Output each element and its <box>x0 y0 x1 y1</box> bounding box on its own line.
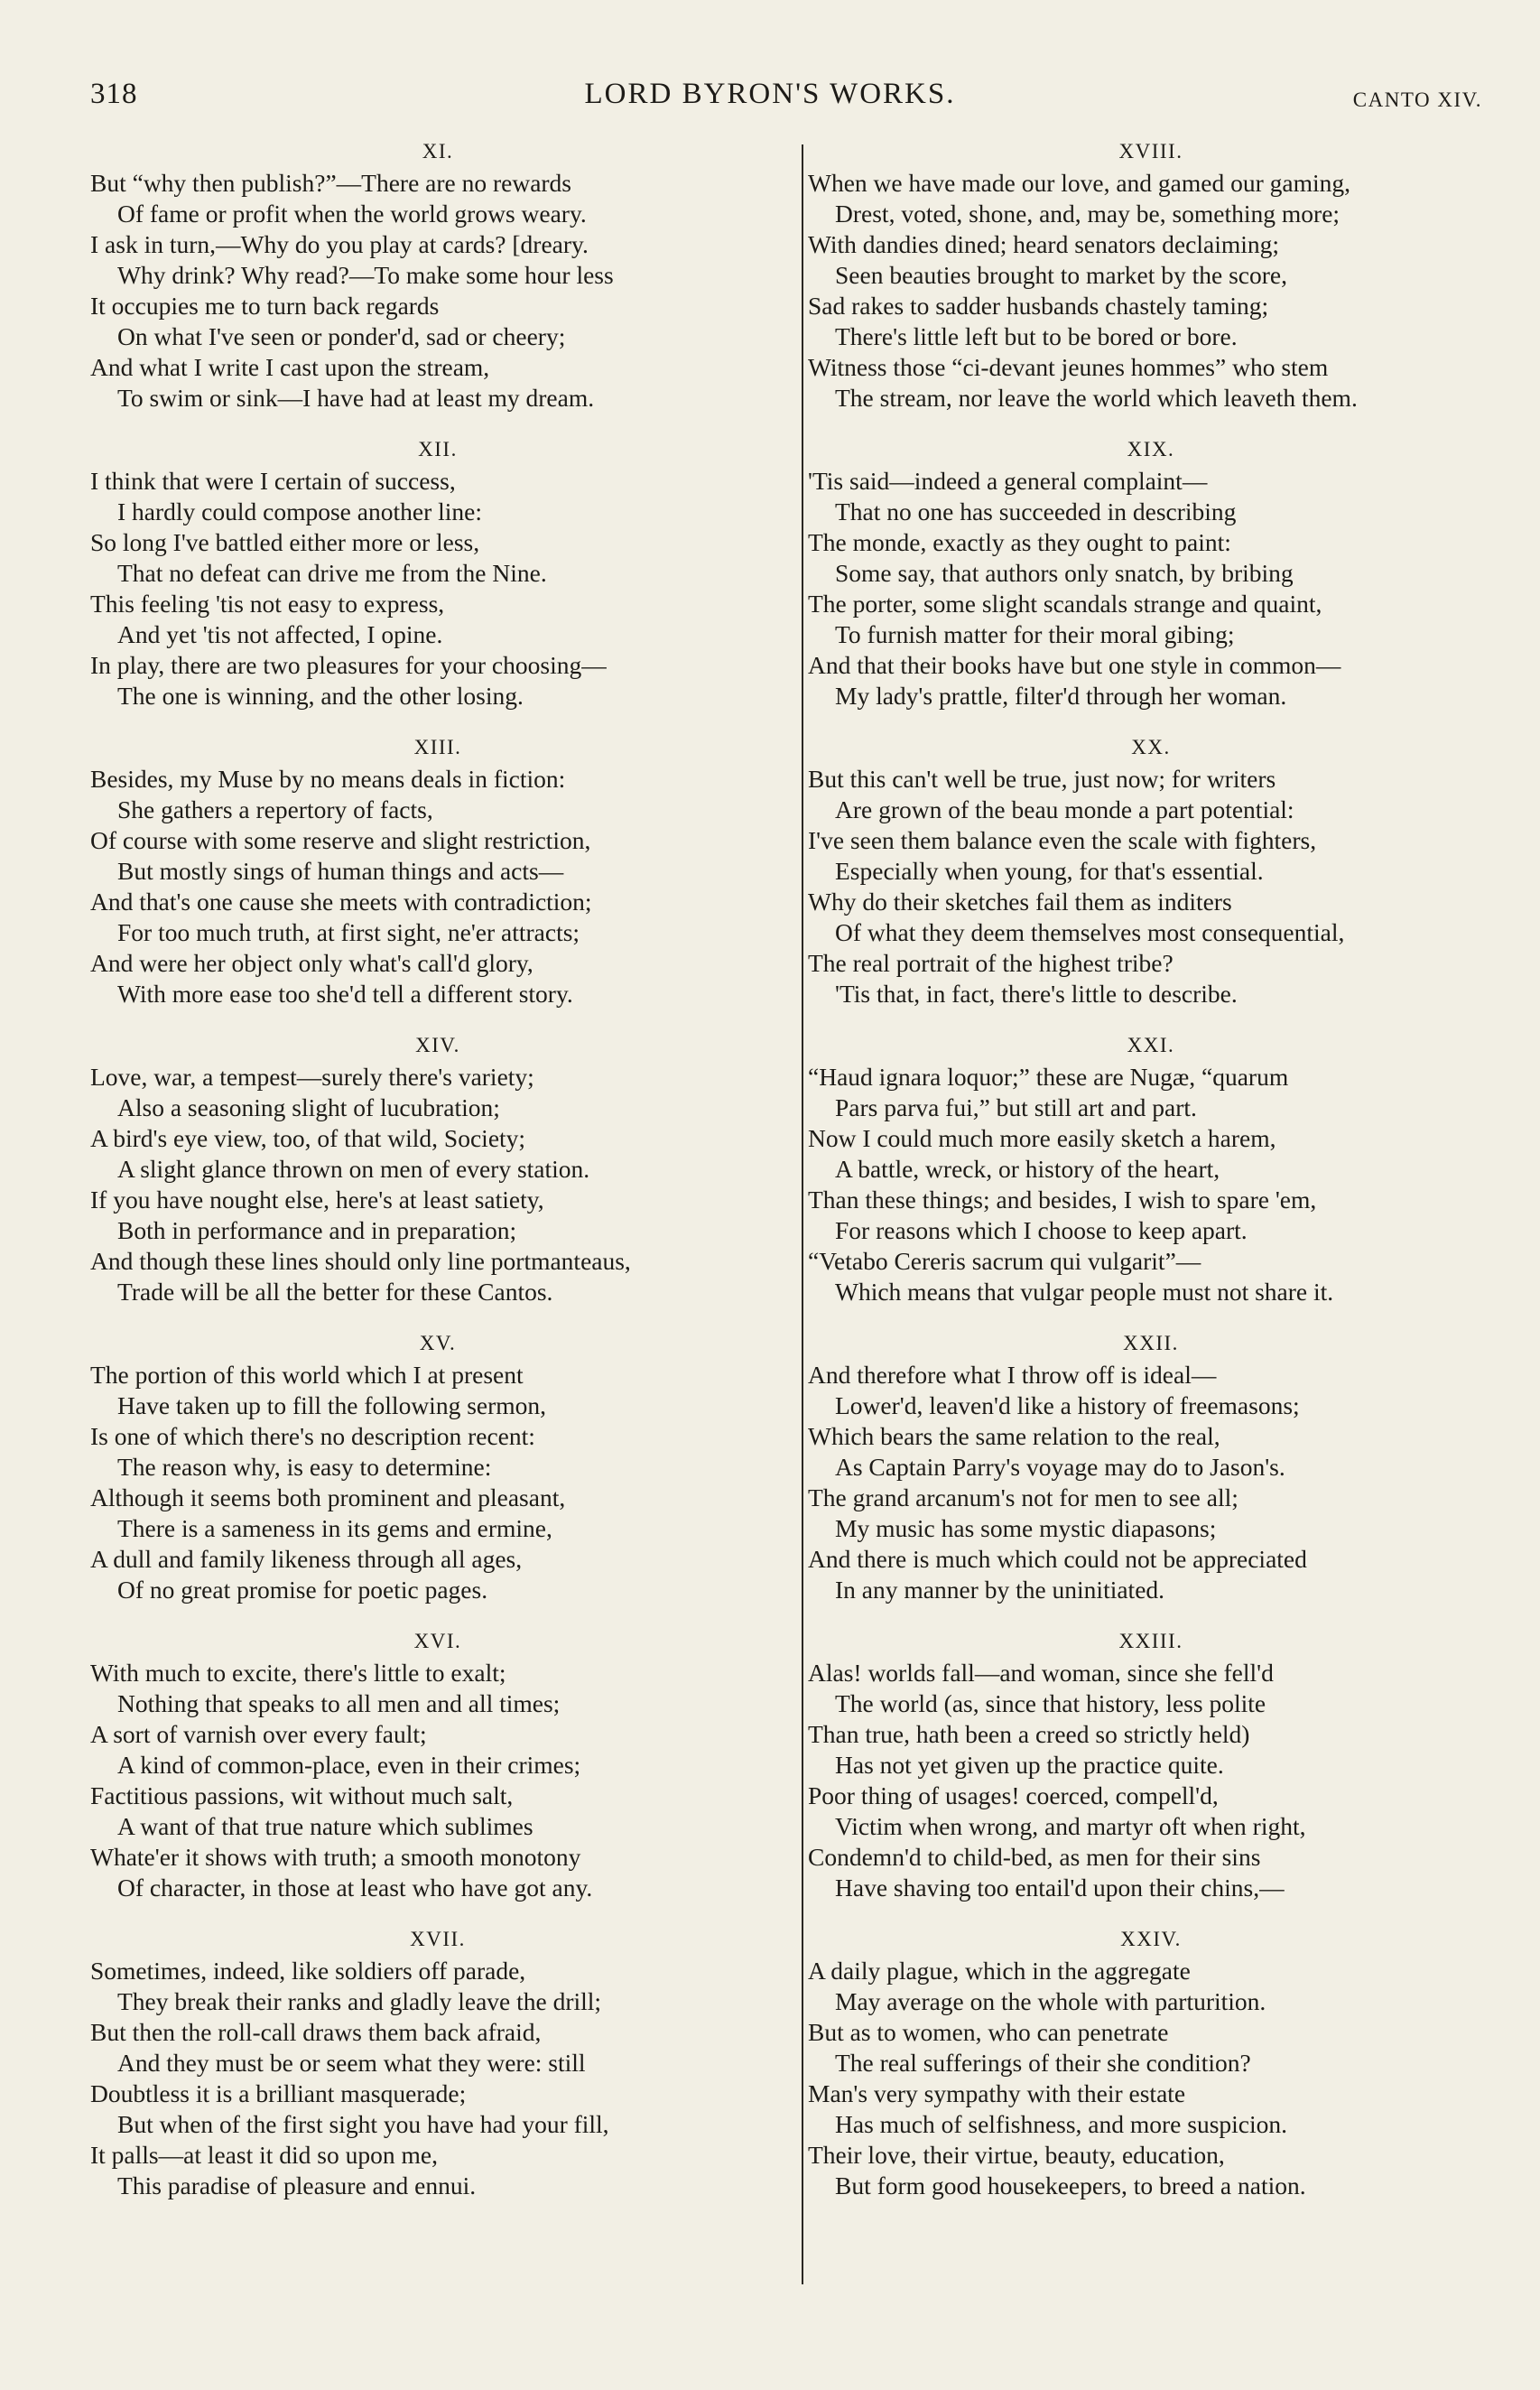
verse-line: May average on the whole with parturition. <box>835 1987 1266 2015</box>
stanza <box>90 1029 785 1307</box>
verse-line: In any manner by the uninitiated. <box>835 1576 1165 1604</box>
stanza-number: XVI. <box>413 1630 462 1652</box>
verse-line: The one is winning, and the other losing. <box>117 682 524 710</box>
verse-line: The world (as, since that history, less polite <box>835 1689 1266 1717</box>
verse-line: A sort of varnish over every fault; <box>90 1720 427 1748</box>
verse-line: Especially when young, for that's essential. <box>835 857 1264 885</box>
stanza <box>808 1327 1494 1605</box>
verse-line: The portion of this world which I at present <box>90 1361 524 1389</box>
verse-line: Have taken up to fill the following sermon, <box>117 1391 547 1419</box>
stanza-number: XIX. <box>1127 438 1175 460</box>
verse-line: Has much of selfishness, and more suspicion. <box>835 2110 1288 2138</box>
verse-line: Why drink? Why read?—To make some hour less <box>117 261 614 289</box>
verse-line: Some say, that authors only snatch, by bribing <box>835 559 1294 587</box>
verse-line: Which bears the same relation to the real, <box>808 1422 1220 1450</box>
verse-line: Sometimes, indeed, like soldiers off parade, <box>90 1957 526 1985</box>
verse-line: Although it seems both prominent and pleasant, <box>90 1483 566 1511</box>
verse-line: But when of the first sight you have had your fill, <box>117 2110 609 2138</box>
verse-line: To swim or sink—I have had at least my dream. <box>117 384 595 412</box>
verse-line: Of no great promise for poetic pages. <box>117 1576 488 1604</box>
canto-label: CANTO XIV. <box>1352 88 1482 111</box>
verse-line: And though these lines should only line portmanteaus, <box>90 1247 631 1275</box>
verse-line: If you have nought else, here's at least satiety, <box>90 1186 544 1214</box>
verse-line: When we have made our love, and gamed our gaming, <box>808 169 1350 197</box>
stanza <box>90 1327 785 1605</box>
stanza-number: XVIII. <box>1118 140 1183 163</box>
verse-line: Also a seasoning slight of lucubration; <box>117 1093 500 1121</box>
verse-line: And they must be or seem what they were: still <box>117 2049 586 2077</box>
verse-line: I ask in turn,—Why do you play at cards? [dreary. <box>90 230 589 258</box>
verse-line: Drest, voted, shone, and, may be, something more; <box>835 200 1341 228</box>
verse-line: There's little left but to be bored or bore. <box>835 322 1238 350</box>
verse-line: Witness those “ci-devant jeunes hommes” who stem <box>808 353 1329 381</box>
verse-line: Both in performance and in preparation; <box>117 1216 517 1244</box>
verse-line: The real sufferings of their she condition? <box>835 2049 1251 2077</box>
verse-line: With more ease too she'd tell a different story. <box>117 980 573 1008</box>
verse-line: Nothing that speaks to all men and all times; <box>117 1689 561 1717</box>
verse-line: So long I've battled either more or less, <box>90 528 480 556</box>
verse-line: But as to women, who can penetrate <box>808 2018 1169 2046</box>
verse-line: A battle, wreck, or history of the heart, <box>835 1155 1220 1183</box>
verse-line: In play, there are two pleasures for your choosing— <box>90 651 607 679</box>
verse-line: For too much truth, at first sight, ne'er attracts; <box>117 918 580 946</box>
verse-line: Of what they deem themselves most consequential, <box>835 918 1345 946</box>
verse-line: But “why then publish?”—There are no rewards <box>90 169 572 197</box>
verse-line: With much to excite, there's little to exalt; <box>90 1659 506 1687</box>
verse-line: I've seen them balance even the scale with fighters, <box>808 826 1317 854</box>
stanza <box>90 135 785 414</box>
verse-line: There is a sameness in its gems and ermine, <box>117 1514 552 1542</box>
verse-line: Trade will be all the better for these Cantos. <box>117 1278 553 1306</box>
verse-line: A bird's eye view, too, of that wild, Society; <box>90 1124 526 1152</box>
verse-line: The reason why, is easy to determine: <box>117 1453 492 1481</box>
verse-line: It palls—at least it did so upon me, <box>90 2141 438 2169</box>
verse-line: Love, war, a tempest—surely there's variety; <box>90 1063 534 1091</box>
verse-line: The real portrait of the highest tribe? <box>808 949 1174 977</box>
verse-line: I hardly could compose another line: <box>117 498 482 525</box>
stanza <box>90 1923 785 2201</box>
verse-line: My lady's prattle, filter'd through her woman. <box>835 682 1287 710</box>
verse-line: Factitious passions, wit without much salt, <box>90 1781 514 1809</box>
verse-line: This paradise of pleasure and ennui. <box>117 2171 477 2199</box>
verse-line: With dandies dined; heard senators declaiming; <box>808 230 1280 258</box>
verse-line: A dull and family likeness through all ages, <box>90 1545 523 1573</box>
verse-line: Besides, my Muse by no means deals in fiction: <box>90 765 566 793</box>
verse-line: And what I write I cast upon the stream, <box>90 353 490 381</box>
verse-line: But this can't well be true, just now; for writers <box>808 765 1276 793</box>
stanza-number: XI. <box>422 140 454 163</box>
stanza-number: XXIV. <box>1120 1928 1182 1950</box>
running-title: LORD BYRON'S WORKS. <box>584 78 956 110</box>
stanza-number: XII. <box>418 438 458 460</box>
stanza-number: XVII. <box>410 1928 466 1950</box>
verse-line: Man's very sympathy with their estate <box>808 2079 1186 2107</box>
verse-line: Is one of which there's no description recent: <box>90 1422 535 1450</box>
stanza <box>808 1923 1494 2201</box>
verse-line: And were her object only what's call'd glory, <box>90 949 533 977</box>
verse-line: Have shaving too entail'd upon their chins,— <box>835 1874 1285 1902</box>
verse-line: Seen beauties brought to market by the score, <box>835 261 1287 289</box>
verse-line: A want of that true nature which sublimes <box>117 1812 533 1840</box>
verse-line: Poor thing of usages! coerced, compell'd, <box>808 1781 1219 1809</box>
verse-line: Alas! worlds fall—and woman, since she fell'd <box>808 1659 1274 1687</box>
verse-line: “Vetabo Cereris sacrum qui vulgarit”— <box>808 1247 1201 1275</box>
verse-line: Sad rakes to sadder husbands chastely taming; <box>808 292 1269 320</box>
verse-line: Why do their sketches fail them as inditers <box>808 888 1232 916</box>
verse-line: 'Tis that, in fact, there's little to describe. <box>835 980 1238 1008</box>
verse-line: And therefore what I throw off is ideal— <box>808 1361 1217 1389</box>
verse-line: Lower'd, leaven'd like a history of freemasons; <box>835 1391 1300 1419</box>
stanza <box>808 1625 1494 1903</box>
stanza <box>808 1029 1494 1307</box>
verse-line: The stream, nor leave the world which leaveth them. <box>835 384 1358 412</box>
verse-line: Condemn'd to child-bed, as men for their sins <box>808 1843 1261 1871</box>
verse-line: Than these things; and besides, I wish to spare 'em, <box>808 1186 1317 1214</box>
verse-line: The porter, some slight scandals strange and quaint, <box>808 590 1322 618</box>
verse-line: Are grown of the beau monde a part potential: <box>835 795 1294 823</box>
verse-line: To furnish matter for their moral gibing; <box>835 620 1235 648</box>
verse-line: And that their books have but one style in common— <box>808 651 1341 679</box>
verse-line: It occupies me to turn back regards <box>90 292 440 320</box>
verse-line: This feeling 'tis not easy to express, <box>90 590 445 618</box>
stanza-number: XXI. <box>1127 1034 1175 1056</box>
verse-line: But mostly sings of human things and acts— <box>117 857 564 885</box>
verse-line: As Captain Parry's voyage may do to Jason's. <box>835 1453 1285 1481</box>
verse-line: Doubtless it is a brilliant masquerade; <box>90 2079 467 2107</box>
verse-line: Now I could much more easily sketch a harem, <box>808 1124 1276 1152</box>
verse-line: Of fame or profit when the world grows weary. <box>117 200 587 228</box>
stanza-number: XV. <box>419 1332 457 1354</box>
verse-line: 'Tis said—indeed a general complaint— <box>808 467 1208 495</box>
verse-line: The grand arcanum's not for men to see all; <box>808 1483 1238 1511</box>
stanza <box>90 1625 785 1903</box>
stanza-number: XXIII. <box>1118 1630 1183 1652</box>
verse-line: Of character, in those at least who have got any. <box>117 1874 593 1902</box>
stanza <box>808 731 1494 1009</box>
verse-line: My music has some mystic diapasons; <box>835 1514 1217 1542</box>
verse-line: She gathers a repertory of facts, <box>117 795 433 823</box>
verse-line: Whate'er it shows with truth; a smooth monotony <box>90 1843 581 1871</box>
verse-line: They break their ranks and gladly leave the drill; <box>117 1987 602 2015</box>
stanza <box>90 433 785 711</box>
verse-line: The monde, exactly as they ought to paint: <box>808 528 1231 556</box>
verse-line: Victim when wrong, and martyr oft when right, <box>835 1812 1306 1840</box>
stanza <box>90 731 785 1009</box>
stanza-number: XXII. <box>1123 1332 1179 1354</box>
verse-line: Of course with some reserve and slight restriction, <box>90 826 591 854</box>
right-column <box>808 135 1494 2221</box>
stanza <box>808 135 1494 414</box>
verse-line: And yet 'tis not affected, I opine. <box>117 620 443 648</box>
verse-line: That no one has succeeded in describing <box>835 498 1237 525</box>
stanza-number: XIII. <box>413 736 462 758</box>
verse-line: But form good housekeepers, to breed a nation. <box>835 2171 1306 2199</box>
stanza-number: XX. <box>1131 736 1171 758</box>
verse-line: Their love, their virtue, beauty, education, <box>808 2141 1225 2169</box>
verse-line: I think that were I certain of success, <box>90 467 456 495</box>
verse-line: For reasons which I choose to keep apart. <box>835 1216 1248 1244</box>
page-number: 318 <box>90 78 138 110</box>
left-column <box>90 135 785 2221</box>
verse-line: A kind of common-place, even in their crimes; <box>117 1751 581 1779</box>
verse-line: “Haud ignara loquor;” these are Nugæ, “quarum <box>808 1063 1289 1091</box>
verse-line: Has not yet given up the practice quite. <box>835 1751 1224 1779</box>
stanza-number: XIV. <box>415 1034 460 1056</box>
verse-line: And there is much which could not be appreciated <box>808 1545 1307 1573</box>
verse-line: Than true, hath been a creed so strictly held) <box>808 1720 1250 1748</box>
stanza <box>808 433 1494 711</box>
verse-line: But then the roll-call draws them back afraid, <box>90 2018 542 2046</box>
verse-line: That no defeat can drive me from the Nine. <box>117 559 547 587</box>
column-divider <box>802 144 803 2284</box>
verse-line: A daily plague, which in the aggregate <box>808 1957 1191 1985</box>
verse-line: And that's one cause she meets with contradiction; <box>90 888 592 916</box>
verse-line: Which means that vulgar people must not share it. <box>835 1278 1334 1306</box>
verse-line: Pars parva fui,” but still art and part. <box>835 1093 1197 1121</box>
verse-line: On what I've seen or ponder'd, sad or cheery; <box>117 322 566 350</box>
verse-line: A slight glance thrown on men of every station. <box>117 1155 590 1183</box>
